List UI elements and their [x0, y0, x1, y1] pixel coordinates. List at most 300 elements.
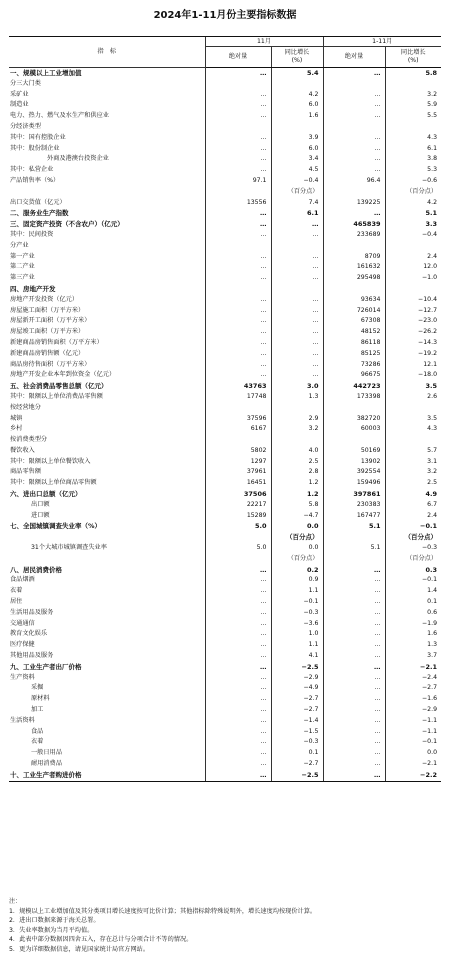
table-row	[9, 360, 441, 371]
month-growth-value: 1.2	[271, 478, 323, 489]
ytd-absolute-value: 85125	[323, 349, 385, 360]
ytd-growth-value	[385, 435, 441, 446]
ytd-absolute-value: …	[323, 68, 385, 79]
month-absolute-value: 22217	[205, 500, 271, 511]
table-row	[9, 68, 441, 79]
row-label: 外商及港澳台投资企业	[47, 155, 109, 163]
row-label: 其中：限额以上单位商品零售额	[10, 479, 97, 487]
month-growth-value: 0.9	[271, 575, 323, 586]
table-row	[9, 716, 441, 727]
row-label: 九、工业生产者出厂价格	[10, 662, 82, 671]
ytd-growth-value	[385, 403, 441, 414]
month-absolute-value: …	[205, 565, 271, 576]
month-growth-value	[271, 403, 323, 414]
ytd-absolute-value	[323, 435, 385, 446]
ytd-growth-value: −0.1 （百分点）	[385, 521, 441, 543]
ytd-growth-value: 4.3	[385, 424, 441, 435]
ytd-absolute-value: 73286	[323, 360, 385, 371]
ytd-absolute-value: 465839	[323, 219, 385, 230]
ytd-growth-value: 6.1	[385, 144, 441, 155]
table-row	[9, 511, 441, 522]
row-label: 十、工业生产者购进价格	[9, 770, 205, 781]
month-absolute-value	[205, 79, 271, 90]
month-absolute-header: 绝对量	[205, 47, 271, 68]
table-row	[9, 349, 441, 360]
row-label: 电力、热力、燃气及水生产和供应业	[10, 112, 109, 120]
ytd-absolute-value: 8709	[323, 252, 385, 263]
table-row	[9, 705, 441, 716]
ytd-absolute-value: 161632	[323, 262, 385, 273]
ytd-growth-value: 3.2	[385, 90, 441, 101]
month-growth-value: …	[271, 252, 323, 263]
table-row	[9, 252, 441, 263]
month-absolute-value: …	[205, 349, 271, 360]
ytd-growth-header: 同比增长 (%)	[385, 47, 441, 68]
ytd-growth-value: 3.7	[385, 651, 441, 662]
month-growth-value	[271, 435, 323, 446]
ytd-absolute-value: …	[323, 683, 385, 694]
month-growth-value: 0.2	[271, 565, 323, 576]
table-row	[9, 478, 441, 489]
ytd-growth-value: −18.0	[385, 370, 441, 381]
ytd-growth-value: −19.2	[385, 349, 441, 360]
row-label: 三、固定资产投资（不含农户）（亿元）	[10, 220, 124, 229]
ytd-growth-value: −2.2	[385, 770, 441, 781]
ytd-absolute-value: …	[323, 619, 385, 630]
month-absolute-value: …	[205, 327, 271, 338]
table-row	[9, 662, 441, 673]
ytd-growth-value: −0.6 （百分点）	[385, 176, 441, 198]
ytd-growth-value: −1.9	[385, 619, 441, 630]
month-growth-value: 2.5	[271, 457, 323, 468]
ytd-growth-value: 1.4	[385, 586, 441, 597]
table-row	[9, 230, 441, 241]
month-absolute-value	[205, 122, 271, 133]
month-growth-value: 1.1	[271, 586, 323, 597]
month-growth-value: …	[271, 295, 323, 306]
footnote-line: 5．更为详细数据信息，请见国家统计局官方网站。	[9, 945, 150, 953]
ytd-absolute-value: …	[323, 748, 385, 759]
ytd-absolute-value: …	[323, 208, 385, 219]
month-absolute-value: …	[205, 737, 271, 748]
row-label: 六、进出口总额（亿元）	[10, 490, 82, 499]
ytd-absolute-value: 173398	[323, 392, 385, 403]
month-absolute-value: …	[205, 586, 271, 597]
ytd-absolute-value: …	[323, 565, 385, 576]
month-growth-value: −0.3	[271, 608, 323, 619]
ytd-absolute-value: 5.1	[323, 521, 385, 543]
month-growth-value: …	[271, 262, 323, 273]
row-label: 耐用消费品	[31, 760, 62, 767]
month-growth-value: …	[271, 349, 323, 360]
month-growth-value: −2.7	[271, 759, 323, 770]
ytd-growth-value: 2.4	[385, 511, 441, 522]
row-label: 按消费类型分	[10, 436, 48, 444]
month-growth-value: …	[271, 360, 323, 371]
month-growth-value: …	[271, 230, 323, 241]
month-absolute-value: 17748	[205, 392, 271, 403]
ytd-absolute-value: …	[323, 640, 385, 651]
month-absolute-value: …	[205, 144, 271, 155]
table-row	[9, 759, 441, 770]
ytd-absolute-value: 159496	[323, 478, 385, 489]
table-row	[9, 683, 441, 694]
ytd-absolute-value: 726014	[323, 306, 385, 317]
month-growth-value: 7.4	[271, 198, 323, 209]
ytd-absolute-value: 86118	[323, 338, 385, 349]
row-label: 城镇	[10, 414, 23, 422]
month-growth-value: 4.2	[271, 90, 323, 101]
table-row	[9, 284, 441, 295]
ytd-growth-value: −1.1	[385, 716, 441, 727]
table-row	[9, 79, 441, 90]
indicator-header: 指 标	[9, 37, 205, 68]
ytd-growth-value: 0.1	[385, 597, 441, 608]
table-row	[9, 111, 441, 122]
month-growth-value: −1.5	[271, 727, 323, 738]
ytd-growth-value	[385, 284, 441, 295]
table-row	[9, 327, 441, 338]
month-growth-value: −0.3	[271, 737, 323, 748]
row-label: 分产业	[10, 241, 29, 249]
row-label: 衣着	[31, 738, 44, 746]
month-growth-header: 同比增长 (%)	[271, 47, 323, 68]
header-row-period	[9, 37, 441, 47]
month-absolute-value: …	[205, 338, 271, 349]
ytd-growth-value: 1.6	[385, 629, 441, 640]
month-absolute-value: 37961	[205, 467, 271, 478]
indicator-table	[9, 36, 441, 782]
table-row	[9, 737, 441, 748]
ytd-growth-value: 3.1	[385, 457, 441, 468]
row-label: 房地产开发投资（亿元）	[10, 295, 79, 303]
unit-note: （百分点）	[287, 554, 319, 562]
month-growth-value	[271, 284, 323, 295]
ytd-growth-value: 3.3	[385, 219, 441, 230]
ytd-absolute-value: 48152	[323, 327, 385, 338]
table-row	[9, 122, 441, 133]
ytd-absolute-value: …	[323, 737, 385, 748]
month-absolute-value: …	[205, 219, 271, 230]
month-absolute-value	[205, 241, 271, 252]
footnote-line: 2．进出口数据来源于海关总署。	[9, 917, 100, 925]
ytd-absolute-value: …	[323, 133, 385, 144]
row-label: 其中：私营企业	[10, 166, 54, 174]
ytd-absolute-value	[323, 284, 385, 295]
month-growth-value	[271, 241, 323, 252]
month-absolute-value: …	[205, 662, 271, 673]
table-row	[9, 262, 441, 273]
ytd-absolute-value: …	[323, 165, 385, 176]
ytd-absolute-value: …	[323, 651, 385, 662]
ytd-absolute-value: …	[323, 662, 385, 673]
month-absolute-value: …	[205, 360, 271, 371]
table-row	[9, 381, 441, 392]
ytd-growth-value: 4.2	[385, 198, 441, 209]
ytd-absolute-value: 93634	[323, 295, 385, 306]
month-absolute-value: …	[205, 629, 271, 640]
row-label: 二、服务业生产指数	[10, 209, 69, 218]
ytd-growth-value: 2.6	[385, 392, 441, 403]
month-growth-value: 5.4	[271, 68, 323, 79]
month-growth-value: −2.5	[271, 770, 323, 781]
row-label: 居住	[10, 598, 23, 606]
unit-note: （百分点）	[287, 187, 319, 195]
month-absolute-value: …	[205, 90, 271, 101]
row-label: 第一产业	[10, 252, 35, 260]
table-row	[9, 457, 441, 468]
month-absolute-value	[205, 403, 271, 414]
ytd-growth-value: 1.3	[385, 640, 441, 651]
ytd-growth-value: 5.5	[385, 111, 441, 122]
ytd-absolute-value: 60003	[323, 424, 385, 435]
table-row	[9, 306, 441, 317]
ytd-absolute-value: 382720	[323, 414, 385, 425]
ytd-absolute-value: 442723	[323, 381, 385, 392]
ytd-absolute-value: 96.4	[323, 176, 385, 198]
month-growth-value: 0.0 （百分点）	[271, 543, 323, 565]
month-growth-value: 4.0	[271, 446, 323, 457]
row-label: 房屋竣工面积（万平方米）	[10, 328, 85, 336]
month-absolute-value: …	[205, 273, 271, 284]
table-row	[9, 629, 441, 640]
ytd-absolute-value: …	[323, 694, 385, 705]
ytd-growth-value: 12.1	[385, 360, 441, 371]
ytd-growth-value: 3.5	[385, 414, 441, 425]
month-absolute-value: …	[205, 759, 271, 770]
ytd-growth-value: −2.9	[385, 705, 441, 716]
ytd-growth-value: 5.1	[385, 208, 441, 219]
month-absolute-value: …	[205, 165, 271, 176]
row-label: 餐饮收入	[10, 446, 35, 454]
month-growth-value: 3.0	[271, 381, 323, 392]
month-header: 11月	[205, 37, 323, 47]
table-row	[9, 424, 441, 435]
month-growth-value: …	[271, 327, 323, 338]
table-row	[9, 338, 441, 349]
ytd-absolute-value: …	[323, 597, 385, 608]
row-label: 其他用品及服务	[10, 652, 54, 660]
month-growth-value: …	[271, 316, 323, 327]
row-label: 八、居民消费价格	[10, 565, 62, 574]
ytd-absolute-value: 5.1	[323, 543, 385, 565]
row-label: 制造业	[10, 101, 29, 109]
table-row	[9, 727, 441, 738]
row-label: 七、全国城镇调查失业率（%）	[10, 522, 102, 531]
ytd-growth-value: 12.0	[385, 262, 441, 273]
ytd-absolute-value: …	[323, 608, 385, 619]
ytd-absolute-value	[323, 122, 385, 133]
month-absolute-value	[205, 284, 271, 295]
row-label: 商品房待售面积（万平方米）	[10, 360, 91, 368]
month-absolute-value: 37506	[205, 489, 271, 500]
ytd-growth-value	[385, 122, 441, 133]
row-label: 第二产业	[10, 263, 35, 271]
table-row	[9, 165, 441, 176]
month-growth-value: −2.7	[271, 705, 323, 716]
ytd-growth-value	[385, 79, 441, 90]
month-absolute-value: …	[205, 770, 271, 781]
row-label: 食品	[31, 727, 44, 735]
table-row	[9, 198, 441, 209]
ytd-absolute-value	[323, 241, 385, 252]
row-label: 一、规模以上工业增加值	[10, 69, 82, 77]
month-growth-value: 1.6	[271, 111, 323, 122]
ytd-growth-value: 6.7	[385, 500, 441, 511]
row-label: 教育文化娱乐	[10, 630, 48, 638]
ytd-absolute-value: …	[323, 100, 385, 111]
month-absolute-value: …	[205, 306, 271, 317]
row-label: 第三产业	[10, 274, 35, 282]
month-absolute-value: 97.1	[205, 176, 271, 198]
ytd-absolute-header: 绝对量	[323, 47, 385, 68]
ytd-growth-value: 3.2	[385, 467, 441, 478]
ytd-growth-value: −1.6	[385, 694, 441, 705]
month-absolute-value	[205, 435, 271, 446]
ytd-growth-value: 2.5	[385, 478, 441, 489]
month-growth-value: 5.8	[271, 500, 323, 511]
row-label: 采掘	[31, 684, 44, 692]
row-label: 医疗保健	[10, 641, 35, 649]
row-label: 分经济类型	[10, 122, 41, 130]
month-absolute-value: 5802	[205, 446, 271, 457]
month-growth-value	[271, 79, 323, 90]
month-absolute-value: 6167	[205, 424, 271, 435]
row-label: 交通通信	[10, 619, 35, 627]
month-growth-value: −4.9	[271, 683, 323, 694]
ytd-growth-value: 5.7	[385, 446, 441, 457]
ytd-growth-value: −0.4	[385, 230, 441, 241]
row-label: 食品烟酒	[10, 576, 35, 584]
month-absolute-value: …	[205, 705, 271, 716]
table-row	[9, 273, 441, 284]
table-row	[9, 414, 441, 425]
table-row	[9, 144, 441, 155]
month-absolute-value: 5.0	[205, 521, 271, 543]
month-absolute-value: 5.0	[205, 543, 271, 565]
table-row	[9, 154, 441, 165]
table-row	[9, 467, 441, 478]
ytd-growth-value: −2.1	[385, 662, 441, 673]
row-label: 商品零售额	[10, 468, 41, 476]
month-growth-value: −0.4 （百分点）	[271, 176, 323, 198]
row-label: 出口交货值（亿元）	[10, 198, 66, 206]
table-body	[9, 68, 441, 782]
ytd-absolute-value: 230383	[323, 500, 385, 511]
ytd-absolute-value: 233689	[323, 230, 385, 241]
month-growth-value: −2.9	[271, 673, 323, 684]
month-growth-value: −1.4	[271, 716, 323, 727]
month-absolute-value: …	[205, 597, 271, 608]
month-growth-value: −3.6	[271, 619, 323, 630]
footnote-line: 3．失业率数据为当月平均值。	[9, 926, 94, 934]
table-row	[9, 241, 441, 252]
table-row	[9, 435, 441, 446]
table-row	[9, 489, 441, 500]
month-absolute-value: …	[205, 694, 271, 705]
month-absolute-value: …	[205, 748, 271, 759]
month-growth-value: 1.0	[271, 629, 323, 640]
ytd-absolute-value: …	[323, 673, 385, 684]
row-label: 其中：限额以上单位餐饮收入	[10, 457, 91, 465]
month-growth-value: 4.1	[271, 651, 323, 662]
row-label: 产品销售率（%）	[10, 176, 60, 184]
ytd-absolute-value: 167477	[323, 511, 385, 522]
month-absolute-value: …	[205, 716, 271, 727]
table-row	[9, 651, 441, 662]
footnote-line: 4．此表中部分数据因四舍五入，存在总计与分项合计不等的情况。	[9, 936, 193, 944]
table-row	[9, 133, 441, 144]
ytd-growth-value: 2.4	[385, 252, 441, 263]
month-growth-value: 6.0	[271, 100, 323, 111]
month-growth-value: 1.2	[271, 489, 323, 500]
month-growth-value: 4.5	[271, 165, 323, 176]
unit-note: （百分点）	[406, 554, 438, 562]
month-growth-value: 1.1	[271, 640, 323, 651]
month-absolute-value: …	[205, 370, 271, 381]
row-label: 加工	[31, 706, 44, 714]
ytd-absolute-value: 295498	[323, 273, 385, 284]
ytd-growth-value: −0.1	[385, 737, 441, 748]
month-growth-value: −2.5	[271, 662, 323, 673]
ytd-growth-value: 5.9	[385, 100, 441, 111]
unit-note: （百分点）	[404, 533, 438, 542]
row-label: 生活资料	[10, 716, 35, 724]
row-label: 四、房地产开发	[10, 284, 56, 293]
row-label: 乡村	[10, 425, 23, 433]
ytd-growth-value: −0.3 （百分点）	[385, 543, 441, 565]
row-label: 五、社会消费品零售总额（亿元）	[10, 382, 108, 391]
ytd-absolute-value: …	[323, 586, 385, 597]
month-growth-value: 6.0	[271, 144, 323, 155]
table-row	[9, 770, 441, 781]
table-row	[9, 176, 441, 198]
month-absolute-value: …	[205, 651, 271, 662]
month-absolute-value: …	[205, 111, 271, 122]
month-growth-value: …	[271, 306, 323, 317]
row-label: 新建商品房销售面积（万平方米）	[10, 338, 103, 346]
table-row	[9, 446, 441, 457]
ytd-absolute-value: …	[323, 575, 385, 586]
month-absolute-value: …	[205, 683, 271, 694]
ytd-growth-value: 5.3	[385, 165, 441, 176]
row-label: 一般日用品	[31, 749, 62, 757]
table-row	[9, 370, 441, 381]
ytd-growth-value: 0.3	[385, 565, 441, 576]
ytd-absolute-value: 13902	[323, 457, 385, 468]
ytd-growth-value: −14.3	[385, 338, 441, 349]
month-growth-value: …	[271, 273, 323, 284]
month-growth-value	[271, 122, 323, 133]
row-label: 其中：股份制企业	[10, 144, 60, 152]
month-absolute-value: …	[205, 619, 271, 630]
table-row	[9, 748, 441, 759]
row-label: 其中：民间投资	[10, 230, 54, 238]
ytd-growth-value: 5.8	[385, 68, 441, 79]
ytd-absolute-value: …	[323, 716, 385, 727]
unit-note: （百分点）	[406, 187, 438, 195]
table-row	[9, 575, 441, 586]
month-absolute-value: …	[205, 575, 271, 586]
row-label: 进口额	[31, 511, 50, 519]
month-absolute-value: …	[205, 640, 271, 651]
month-growth-value: 6.1	[271, 208, 323, 219]
ytd-absolute-value: …	[323, 705, 385, 716]
table-row	[9, 640, 441, 651]
table-row	[9, 316, 441, 327]
table-row	[9, 403, 441, 414]
month-absolute-value: …	[205, 68, 271, 79]
